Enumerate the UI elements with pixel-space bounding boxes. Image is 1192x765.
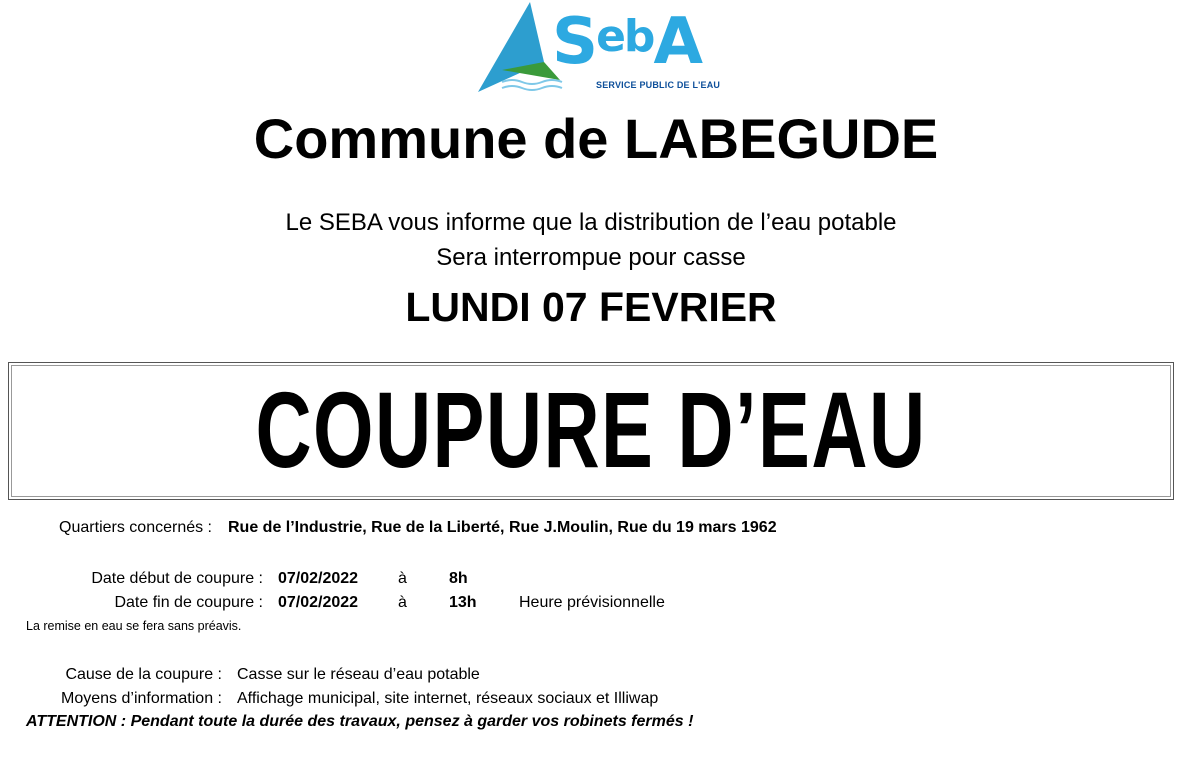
- start-at-word: à: [398, 570, 407, 587]
- start-date-label: Date début de coupure :: [91, 570, 263, 587]
- logo-letter-a: A: [653, 5, 701, 79]
- start-date-value: 07/02/2022: [278, 570, 359, 587]
- attention-warning: ATTENTION : Pendant toute la durée des travaux, pensez à garder vos robinets fermés !: [26, 713, 694, 730]
- logo-wordmark: [552, 2, 701, 89]
- end-hour-value: 13h: [449, 594, 477, 611]
- end-date-value: 07/02/2022: [278, 594, 359, 611]
- cause-value: Casse sur le réseau d’eau potable: [237, 666, 480, 683]
- logo-triangle: [478, 2, 544, 92]
- end-hour-note: Heure prévisionnelle: [519, 594, 665, 611]
- commune-title: Commune de LABEGUDE: [253, 107, 939, 170]
- logo-letter-s: S: [552, 5, 597, 79]
- end-date-label: Date fin de coupure :: [114, 594, 263, 611]
- quartiers-label: Quartiers concernés :: [59, 519, 212, 536]
- logo-tagline: SERVICE PUBLIC DE L'EAU: [596, 80, 721, 90]
- end-at-word: à: [398, 594, 407, 611]
- seba-logo: [472, 0, 772, 100]
- remise-note: La remise en eau se fera sans préavis.: [26, 619, 242, 633]
- info-means-value: Affichage municipal, site internet, réseaux sociaux et Illiwap: [237, 690, 659, 707]
- banner-title: COUPURE D’EAU: [255, 369, 927, 490]
- info-line-2: Sera interrompue pour casse: [436, 244, 746, 271]
- date-headline: LUNDI 07 FEVRIER: [405, 284, 777, 330]
- logo-letters-eb: eb: [596, 11, 654, 62]
- cause-label: Cause de la coupure :: [65, 666, 222, 683]
- quartiers-value: Rue de l’Industrie, Rue de la Liberté, Rue J.Moulin, Rue du 19 mars 1962: [228, 519, 777, 536]
- info-line-1: Le SEBA vous informe que la distribution de l’eau potable: [285, 209, 897, 236]
- start-hour-value: 8h: [449, 570, 468, 587]
- info-means-label: Moyens d’information :: [61, 690, 222, 707]
